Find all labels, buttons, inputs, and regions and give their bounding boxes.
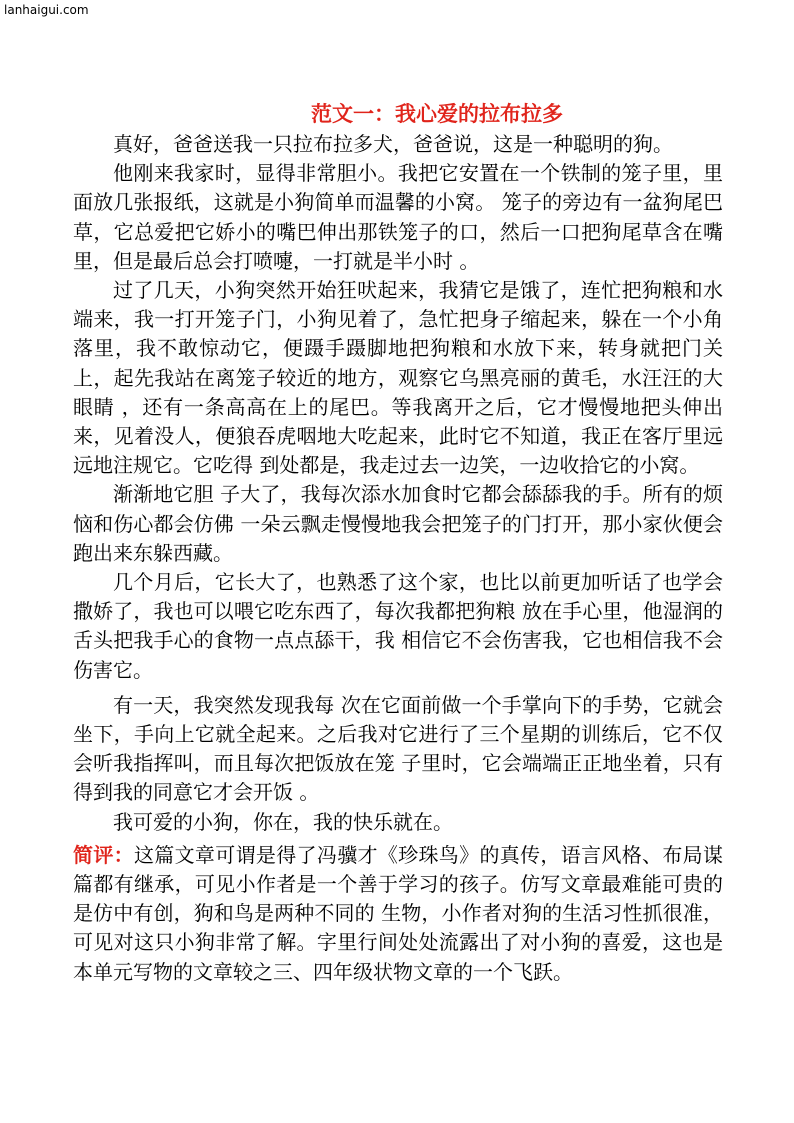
paragraph-7: 我可爱的小狗，你在，我的快乐就在。: [113, 809, 453, 834]
page-title: 范文一：我心爱的拉布拉多: [311, 102, 563, 126]
paragraph-5: 几个月后，它长大了，也熟悉了这个家，也比以前更加听话了也学会撒娇了，我也可以喂它吃东西了，每次我都把狗粮 放在手心里，他湿润的舌头把我手心的食物一点点舔干，我 相信它不会伤害我，它也相信我不会伤害它。: [73, 570, 723, 682]
paragraph-1: 真好，爸爸送我一只拉布拉多犬，爸爸说，这是一种聪明的狗。: [113, 132, 673, 156]
paragraph-6: 有一天，我突然发现我每 次在它面前做一个手掌向下的手势，它就会坐下，手向上它就全起来。之后我对它进行了三个星期的训练后，它不仅会听我指挥叫，而且每次把饭放在笼 子里时，它会端端正正地坐着，只有得到我的同意它才会开饭 。: [73, 692, 723, 805]
commentary-block: [73, 841, 723, 987]
article-body: [73, 130, 723, 987]
paragraph-3: 过了几天，小狗突然开始狂吠起来，我猜它是饿了，连忙把狗粮和水端来，我一打开笼子门，小狗见着了，急忙把身子缩起来，躲在一个小角落里，我不敢惊动它，便蹑手蹑脚地把狗粮和水放下来，转身就把门关上，起先我站在离笼子较近的地方，观察它乌黑亮丽的黄毛，水汪汪的大眼睛 ，还有一条高高在上的尾巴。等我离开之后，它才慢慢地把头伸出来，见着没人，便狼吞虎咽地大吃起来，此时它不知道，我正在客厅里远远地注规它。它吃得 到处都是，我走过去一边笑，一边收拾它的小窝。: [73, 278, 723, 478]
commentary-text: 这篇文章可谓是得了冯骥才《珍珠鸟》的真传，语言风格、布局谋篇都有继承，可见小作者是一个善于学习的孩子。仿写文章最难能可贵的是仿中有创，狗和鸟是两种不同的 生物，小作者对狗的生活习性抓很准，可见对这只小狗非常了解。字里行间处处流露出了对小狗的喜爱，这也是本单元写物的文章较之三、四年级状物文章的一个飞跃。: [73, 842, 724, 984]
paragraph-2: 他刚来我家时，显得非常胆小。我把它安置在一个铁制的笼子里，里面放几张报纸，这就是小狗简单而温馨的小窝。 笼子的旁边有一盆狗尾巴草，它总爱把它娇小的嘴巴伸出那铁笼子的口，然后一口把狗尾草含在嘴里，但是最后总会打喷嚏，一打就是半小时 。: [73, 161, 723, 273]
commentary-label: 简评：: [73, 842, 134, 867]
site-watermark-label: lanhaigui.com: [4, 3, 89, 17]
paragraph-4: 渐渐地它胆 子大了，我每次添水加食时它都会舔舔我的手。所有的烦恼和伤心都会仿佛 一朵云飘走慢慢地我会把笼子的门打开，那小家伙便会跑出来东躲西藏。: [73, 482, 723, 565]
